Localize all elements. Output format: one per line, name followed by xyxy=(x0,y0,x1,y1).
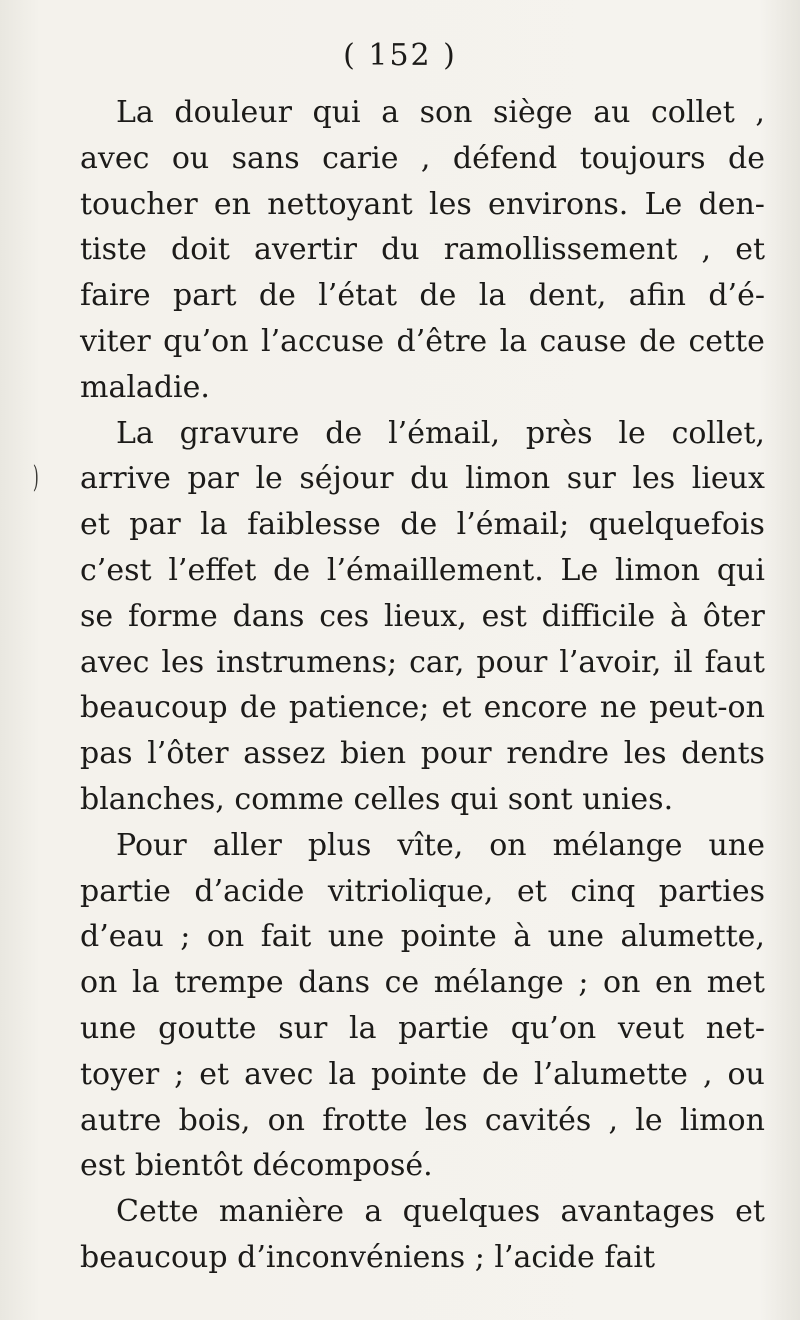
text-line: faire part de l’état de la dent, afin d’é- xyxy=(80,278,765,314)
text-line: beaucoup de patience; et encore ne peut-on xyxy=(80,690,765,726)
text-line: toucher en nettoyant les environs. Le den- xyxy=(80,186,765,222)
text-line: tiste doit avertir du ramollissement , et xyxy=(80,232,765,268)
text-line: se forme dans ces lieux, est difficile à ôter xyxy=(80,598,765,634)
text-line: La douleur qui a son siège au collet , xyxy=(116,95,765,130)
text-line: Cette manière a quelques avantages et xyxy=(116,1194,765,1230)
text-line: avec ou sans carie , défend toujours de xyxy=(80,140,765,176)
paragraph xyxy=(80,411,765,823)
text-line: partie d’acide vitriolique, et cinq parties xyxy=(80,873,765,909)
text-line: beaucoup d’inconvéniens ; l’acide fait xyxy=(80,1239,655,1275)
text-line: maladie. xyxy=(80,369,210,405)
text-line: et par la faiblesse de l’émail; quelquefois xyxy=(80,507,765,543)
text-line: autre bois, on frotte les cavités , le limon xyxy=(80,1102,765,1138)
text-line: Pour aller plus vîte, on mélange une xyxy=(116,827,765,863)
paragraph xyxy=(80,1189,765,1281)
text-line: c’est l’effet de l’émaillement. Le limon qui xyxy=(80,552,765,588)
text-line: une goutte sur la partie qu’on veut net- xyxy=(80,1010,765,1046)
text-line: avec les instrumens; car, pour l’avoir, il faut xyxy=(80,644,765,680)
page-number: ( 152 ) xyxy=(343,38,457,73)
text-line: d’eau ; on fait une pointe à une alumette, xyxy=(80,919,765,955)
text-line: blanches, comme celles qui sont unies. xyxy=(80,781,674,817)
text-line: viter qu’on l’accuse d’être la cause de cette xyxy=(80,323,765,359)
body-text xyxy=(80,90,765,1281)
margin-mark: ) xyxy=(32,460,39,495)
text-line: toyer ; et avec la pointe de l’alumette , ou xyxy=(80,1056,765,1092)
paragraph xyxy=(80,823,765,1189)
text-line: on la trempe dans ce mélange ; on en met xyxy=(80,965,765,1001)
text-line: est bientôt décomposé. xyxy=(80,1148,433,1184)
text-line: pas l’ôter assez bien pour rendre les dents xyxy=(80,736,765,772)
text-line: arrive par le séjour du limon sur les lieux xyxy=(80,461,765,497)
text-line: La gravure de l’émail, près le collet, xyxy=(116,415,765,451)
paragraph xyxy=(80,90,765,411)
